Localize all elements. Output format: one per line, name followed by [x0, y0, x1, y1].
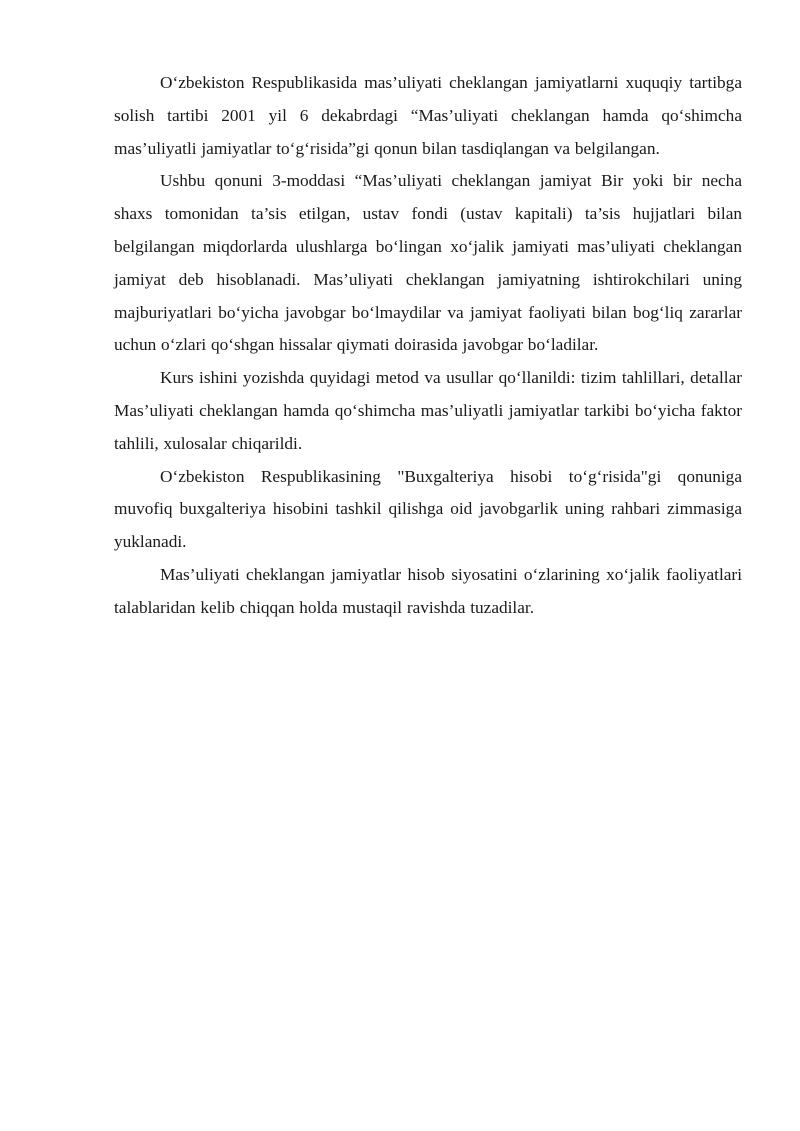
paragraph-accounting-policy: Mas’uliyati cheklangan jamiyatlar hisob siyosatini o‘zlarining xo‘jalik faoliyatlari talablaridan kelib chiqqan holda mustaqil ravishda tuzadilar.	[114, 564, 742, 617]
body-text	[114, 67, 742, 625]
paragraph-article-3-definition: Ushbu qonuni 3-moddasi “Mas’uliyati cheklangan jamiyat Bir yoki bir necha shaxs tomonidan ta’sis etilgan, ustav fondi (ustav kapitali) ta’sis hujjatlari bilan belgilangan miqdorlarda ulushlarga bo‘lingan xo‘jalik jamiyati mas’uliyati cheklangan jamiyat deb hisoblanadi. Mas’uliyati cheklangan jamiyatning ishtirokchilari uning majburiyatlari bo‘yicha javobgar bo‘lmaydilar va jamiyat faoliyati bilan bog‘liq zararlar uchun o‘zlari qo‘shgan hissalar qiymati doirasida javobgar bo‘ladilar.	[114, 171, 742, 355]
paragraph-legal-regulation: O‘zbekiston Respublikasida mas’uliyati cheklangan jamiyatlarni xuquqiy tartibga solish tartibi 2001 yil 6 dekabrdagi “Mas’uliyati cheklangan hamda qo‘shimcha mas’uliyatli jamiyatlar to‘g‘risida”gi qonun bilan tasdiqlangan va belgilangan.	[114, 73, 742, 158]
paragraph-research-methods: Kurs ishini yozishda quyidagi metod va usullar qo‘llanildi: tizim tahlillari, detallar Mas’uliyati cheklangan hamda qo‘shimcha mas’uliyatli jamiyatlar tarkibi bo‘yicha faktor tahlili, xulosalar chiqarildi.	[114, 368, 742, 453]
paragraph-accounting-law: O‘zbekiston Respublikasining "Buxgalteriya hisobi to‘g‘risida"gi qonuniga muvofiq buxgalteriya hisobini tashkil qilishga oid javobgarlik uning rahbari zimmasiga yuklanadi.	[114, 466, 742, 552]
